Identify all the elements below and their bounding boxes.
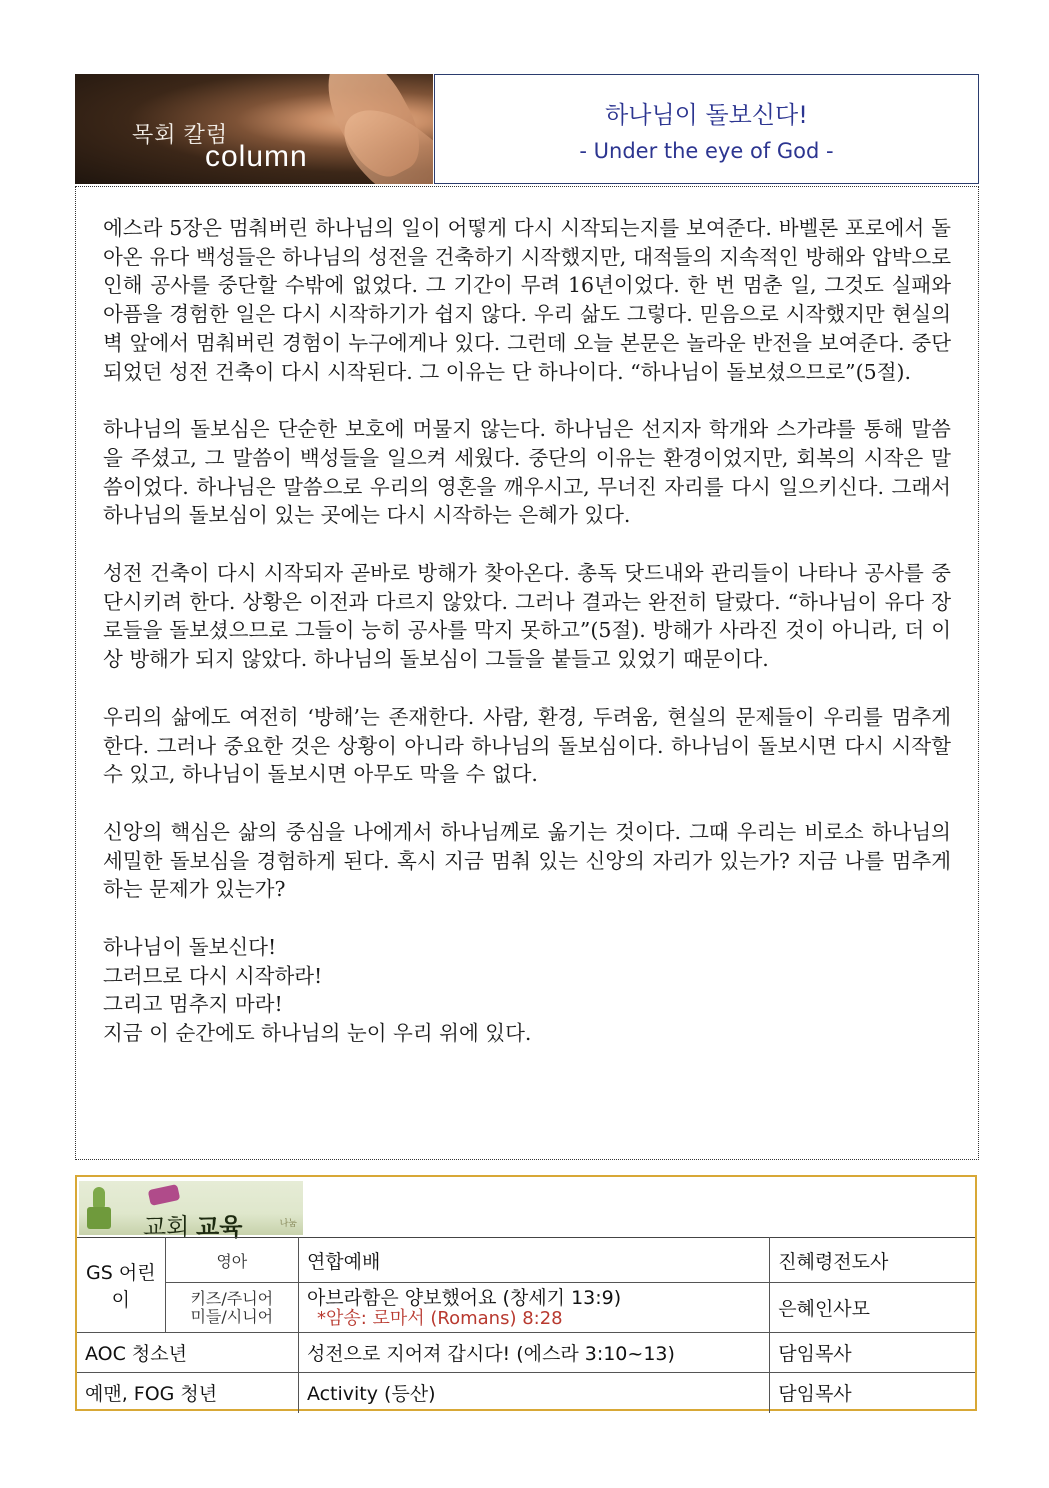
table-row [77,1333,975,1373]
paragraph: 신앙의 핵심은 삶의 중심을 나에게서 하나님께로 옮기는 것이다. 그때 우리는 비로소 하나님의 세밀한 돌보심을 경험하게 된다. 혹시 지금 멈춰 있는 신앙의 자리가 있는가? 지금 나를 멈추게 하는 문제가 있는가? [103,819,951,902]
education-banner [79,1181,303,1241]
paragraph: 성전 건축이 다시 시작되자 곧바로 방해가 찾아온다. 총독 닷드내와 관리들이 나타나 공사를 중단시키려 한다. 상황은 이전과 다르지 않았다. 그러나 결과는 완전히 달랐다. “하나님이 유다 장로들을 돌보셨으므로 그들이 능히 공사를 막지 못하고”(5절). 방해가 사라진 것이 아니라, 더 이상 방해가 되지 않았다. 하나님의 돌보심이 그들을 붙들고 있었기 때문이다. [103,561,951,672]
teacher-cell: 담임목사 [770,1373,975,1413]
paragraph: 에스라 5장은 멈춰버린 하나님의 일이 어떻게 다시 시작되는지를 보여준다. 바벨론 포로에서 돌아온 유다 백성들은 하나님의 성전을 건축하기 시작했지만, 대적들의 지속적인 방해와 압박으로 인해 공사를 중단할 수밖에 없었다. 그 기간이 무려 16년이었다. 한 번 멈춘 일, 그것도 실패와 아픔을 경험한 일은 다시 시작하기가 쉽지 않다. 우리 삶도 그렇다. 믿음으로 시작했지만 현실의 벽 앞에서 멈춰버린 경험이 누구에게나 있다. 그런데 오늘 본문은 놀라운 반전을 보여준다. 중단되었던 성전 건축이 다시 시작된다. 그 이유는 단 하나이다. “하나님이 돌보셨으므로”(5절). [103,216,951,384]
group-cell: AOC 청소년 [77,1333,298,1373]
column-label-korean: 목회 칼럼 [132,122,229,147]
topic-cell: Activity (등산) [298,1373,769,1413]
closing-line: 그리고 멈추지 마라! [103,992,283,1017]
column-title: 하나님이 돌보신다! [605,101,808,129]
teacher-cell: 담임목사 [770,1333,975,1373]
paragraph: 하나님의 돌보심은 단순한 보호에 머물지 않는다. 하나님은 선지자 학개와 스가랴를 통해 말씀을 주셨고, 그 말씀이 백성들을 일으켜 세웠다. 중단의 이유는 환경이었지만, 회복의 시작은 말씀이었다. 하나님은 말씀으로 우리의 영혼을 깨우시고, 무너진 자리를 다시 일으키신다. 그래서 하나님의 돌보심이 있는 곳에는 다시 시작하는 은혜가 있다. [103,417,951,528]
closing-line: 그러므로 다시 시작하라! [103,963,323,988]
column-label-english: column [205,140,308,173]
table-row [77,1373,975,1413]
title-box [434,74,979,184]
column-header [75,74,979,184]
church-education-section [75,1175,977,1411]
topic-cell: 연합예배 [298,1238,769,1283]
closing-line: 지금 이 순간에도 하나님의 눈이 우리 위에 있다. [103,1021,532,1046]
table-row [77,1238,975,1283]
banner-tag: 나눔 [279,1219,297,1229]
group-cell: GS 어린이 [77,1238,165,1333]
closing-line: 하나님이 돌보신다! [103,935,277,960]
teacher-cell: 진혜령전도사 [770,1238,975,1283]
topic-cell: 성전으로 지어져 갑시다! (에스라 3:10~13) [298,1333,769,1373]
table-row [77,1283,975,1333]
praying-hands-image [75,74,433,184]
subgroup-cell: 키즈/주니어 미들/시니어 [165,1283,298,1333]
teacher-cell: 은혜인사모 [770,1283,975,1333]
memory-verse: *암송: 로마서 (Romans) 8:28 [316,1307,563,1329]
flower-pot-icon [87,1207,111,1229]
paragraph: 우리의 삶에도 여전히 ‘방해’는 존재한다. 사람, 환경, 두려움, 현실의 문제들이 우리를 멈추게 한다. 그러나 중요한 것은 상황이 아니라 하나님의 돌보심이다. 하나님이 돌보시면 다시 시작할 수 있고, 하나님이 돌보시면 아무도 막을 수 없다. [103,704,951,787]
column-body [75,186,979,1160]
column-text [103,214,951,1048]
column-subtitle: - Under the eye of God - [579,139,834,163]
education-title: 교회 교육 [143,1214,243,1241]
closing-lines [103,933,951,1048]
topic-cell: 아브라함은 양보했어요 (창세기 13:9) *암송: 로마서 (Romans) 8:28 [298,1283,769,1333]
subgroup-cell: 영아 [165,1238,298,1283]
watering-can-icon [148,1184,181,1206]
group-cell: 예맨, FOG 청년 [77,1373,298,1413]
education-schedule-table [77,1237,975,1413]
